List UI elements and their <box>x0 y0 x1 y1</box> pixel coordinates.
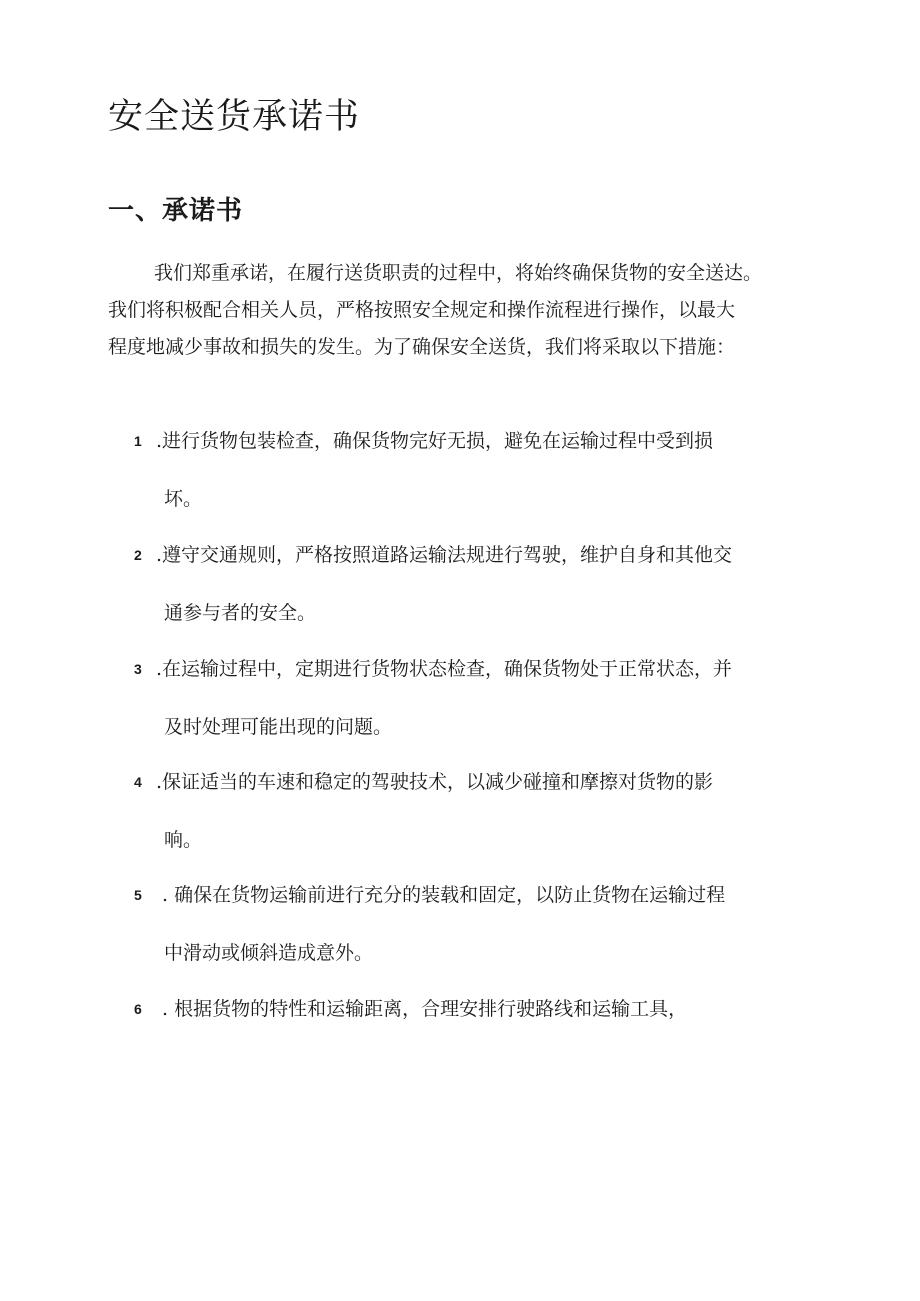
measure-item-6 <box>134 991 834 1028</box>
item-text-line: .保证适当的车速和稳定的驾驶技术，以减少碰撞和摩擦对货物的影 <box>156 771 714 793</box>
item-number: 4 <box>134 774 142 790</box>
item-text-line: 及时处理可能出现的问题。 <box>164 716 393 738</box>
intro-line: 我们郑重承诺，在履行送货职责的过程中，将始终确保货物的安全送达。 <box>154 262 763 284</box>
measure-item-1 <box>134 423 834 518</box>
item-text-line: .在运输过程中，定期进行货物状态检查，确保货物处于正常状态，并 <box>156 658 733 680</box>
item-text-line: 响。 <box>164 829 203 851</box>
section-heading: 一、承诺书 <box>108 196 244 226</box>
item-text-line: . 根据货物的特性和运输距离，合理安排行驶路线和运输工具， <box>162 998 688 1020</box>
item-text-line: 通参与者的安全。 <box>164 602 317 624</box>
document-title: 安全送货承诺书 <box>108 97 361 137</box>
item-text-line: .遵守交通规则，严格按照道路运输法规进行驾驶，维护自身和其他交 <box>156 544 733 566</box>
measure-item-5 <box>134 877 834 972</box>
item-text-line: .进行货物包装检查，确保货物完好无损，避免在运输过程中受到损 <box>156 430 714 452</box>
intro-paragraph <box>108 255 824 366</box>
item-number: 1 <box>134 433 142 449</box>
item-number: 2 <box>134 547 142 563</box>
item-number: 6 <box>134 1001 142 1017</box>
item-number: 5 <box>134 887 142 903</box>
measure-item-3 <box>134 651 834 746</box>
measure-item-2 <box>134 537 834 632</box>
intro-line: 程度地减少事故和损失的发生。为了确保安全送货，我们将采取以下措施： <box>108 336 736 358</box>
item-text-line: 坏。 <box>164 488 203 510</box>
intro-line: 我们将积极配合相关人员，严格按照安全规定和操作流程进行操作，以最大 <box>108 299 736 321</box>
item-number: 3 <box>134 661 142 677</box>
measure-item-4 <box>134 764 834 859</box>
item-text-line: 中滑动或倾斜造成意外。 <box>164 942 374 964</box>
item-text-line: . 确保在货物运输前进行充分的装载和固定，以防止货物在运输过程 <box>162 884 726 906</box>
